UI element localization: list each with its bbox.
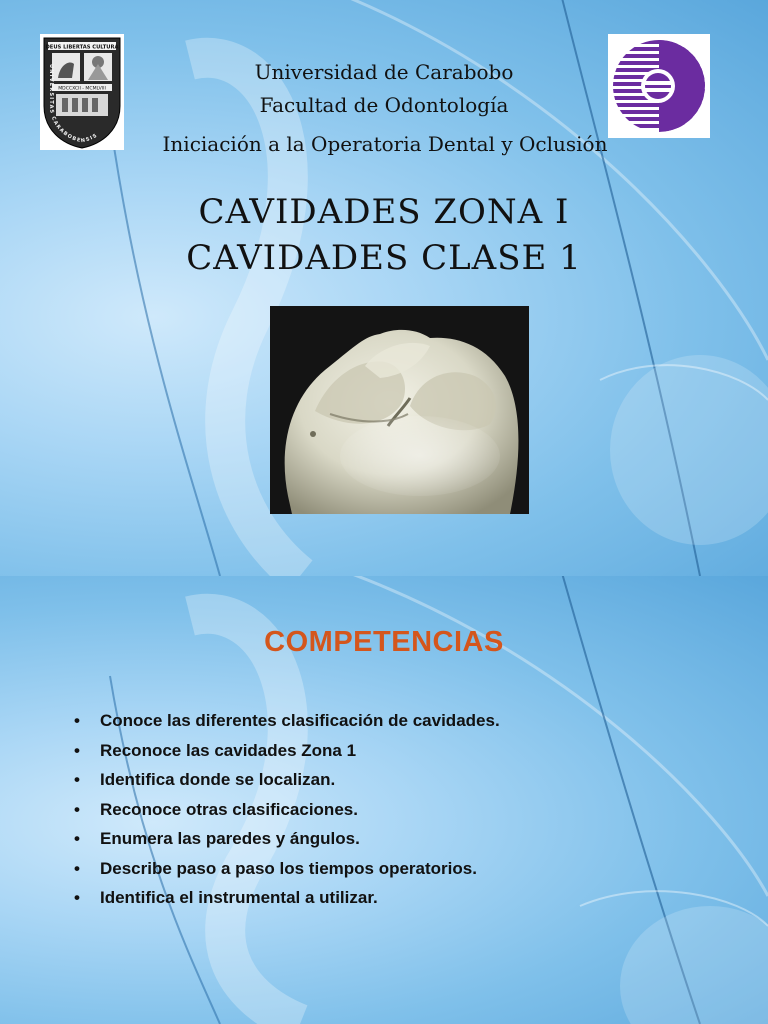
- faculty-logo: [608, 34, 710, 138]
- slide-competencias: [0, 576, 768, 1024]
- list-item: • Reconoce otras clasificaciones.: [74, 795, 500, 825]
- title-zona: CAVIDADES ZONA I: [198, 192, 570, 232]
- list-item: • Reconoce las cavidades Zona 1: [74, 736, 500, 766]
- shield-motto: DEUS LIBERTAS CULTURA: [45, 44, 119, 51]
- list-item: • Identifica donde se localizan.: [74, 765, 500, 795]
- university-shield-logo: [40, 34, 124, 150]
- list-item: • Conoce las diferentes clasificación de cavidades.: [74, 706, 500, 736]
- competencias-title: COMPETENCIAS: [264, 626, 504, 658]
- tooth-image: [270, 306, 529, 514]
- list-item: • Describe paso a paso los tiempos operatorios.: [74, 854, 500, 884]
- shield-year: MDCCXCII - MCMLVIII: [58, 86, 106, 92]
- competencias-list: [74, 706, 500, 913]
- title-clase: CAVIDADES CLASE 1: [186, 238, 582, 278]
- list-item: • Enumera las paredes y ángulos.: [74, 824, 500, 854]
- list-item: • Identifica el instrumental a utilizar.: [74, 883, 500, 913]
- header-faculty: Facultad de Odontología: [259, 93, 509, 117]
- header-course: Iniciación a la Operatoria Dental y Oclusión: [162, 132, 608, 156]
- shield-ring-text: UNIVERSITAS CARABOBENSIS: [47, 64, 100, 145]
- header-university: Universidad de Carabobo: [254, 60, 514, 84]
